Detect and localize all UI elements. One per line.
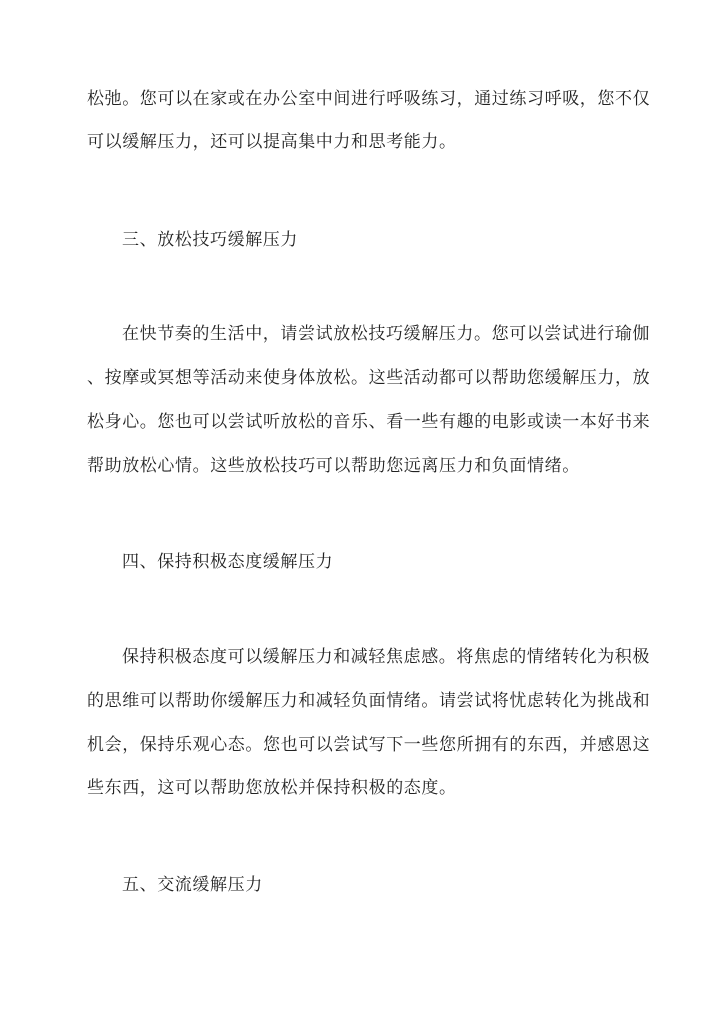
section-heading: 五、交流缓解压力 (122, 875, 263, 895)
paragraph-line: 松弛。您可以在家或在办公室中间进行呼吸练习，通过练习呼吸，您不仅 (87, 89, 651, 109)
paragraph-line: 、按摩或冥想等活动来使身体放松。这些活动都可以帮助您缓解压力，放 (87, 368, 651, 388)
section-heading: 三、放松技巧缓解压力 (122, 230, 298, 250)
paragraph-line: 机会，保持乐观心态。您也可以尝试写下一些您所拥有的东西，并感恩这 (87, 735, 651, 755)
section-heading: 四、保持积极态度缓解压力 (122, 552, 334, 572)
paragraph-line: 可以缓解压力，还可以提高集中力和思考能力。 (87, 132, 457, 152)
paragraph-line: 在快节奏的生活中，请尝试放松技巧缓解压力。您可以尝试进行瑜伽 (122, 324, 650, 344)
paragraph-line: 些东西，这可以帮助您放松并保持积极的态度。 (87, 778, 457, 798)
paragraph-line: 保持积极态度可以缓解压力和减轻焦虑感。将焦虑的情绪转化为积极 (122, 647, 650, 667)
paragraph-line: 松身心。您也可以尝试听放松的音乐、看一些有趣的电影或读一本好书来 (87, 412, 651, 432)
paragraph-line: 帮助放松心情。这些放松技巧可以帮助您远离压力和负面情绪。 (87, 456, 580, 476)
paragraph-line: 的思维可以帮助你缓解压力和减轻负面情绪。请尝试将忧虑转化为挑战和 (87, 691, 651, 711)
